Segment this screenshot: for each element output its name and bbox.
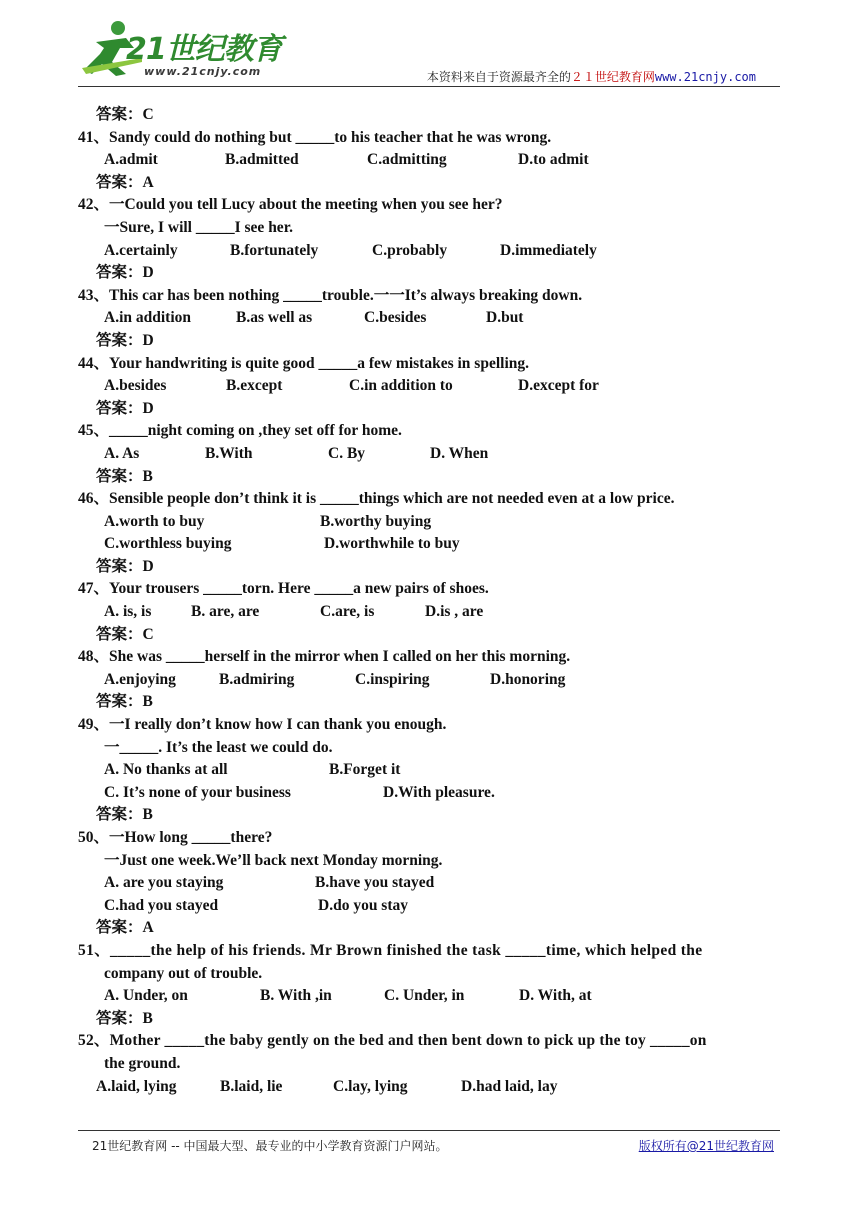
option-b: B. With ,in	[260, 987, 332, 1005]
site-logo	[82, 18, 282, 88]
option-b: B.admitted	[225, 151, 299, 169]
header-note	[427, 68, 756, 85]
question-48-options	[78, 669, 783, 692]
option-c: C.inspiring	[355, 670, 430, 688]
option-d: D.is , are	[425, 603, 484, 621]
answer-48: 答案：B	[96, 693, 153, 711]
option-d: D.but	[486, 309, 524, 327]
option-b: B. are, are	[191, 603, 260, 621]
option-a: A.enjoying	[104, 670, 176, 688]
option-b: B.as well as	[236, 309, 313, 327]
option-c: C.worthless buying	[104, 535, 232, 553]
question-48-stem: 48、She was _____herself in the mirror when I called on her this morning.	[78, 648, 571, 666]
answer-50: 答案：A	[96, 919, 154, 937]
option-b: B.admiring	[219, 670, 295, 688]
answer-46: 答案：D	[96, 557, 154, 575]
answer-49: 答案：B	[96, 806, 153, 824]
option-b: B.except	[226, 377, 283, 395]
option-a: A.laid, lying	[96, 1077, 177, 1095]
option-c: C.lay, lying	[333, 1077, 408, 1095]
option-d: D. With, at	[519, 987, 592, 1005]
option-d: D. When	[430, 444, 489, 462]
answer-41: 答案：A	[96, 173, 154, 191]
question-46-options-row2	[78, 533, 783, 556]
option-d: D.to admit	[518, 151, 589, 169]
option-a: A. No thanks at all	[104, 761, 228, 779]
option-c: C.are, is	[320, 603, 375, 621]
option-a: A. As	[104, 444, 140, 462]
option-c: C.probably	[372, 241, 448, 259]
option-d: D.do you stay	[318, 896, 409, 914]
question-50-options-row1	[78, 872, 783, 895]
question-50-reply: 一Just one week.We’ll back next Monday morning.	[104, 851, 443, 869]
question-43-stem: 43、This car has been nothing _____trouble.一一It’s always breaking down.	[78, 286, 583, 304]
question-45-options	[78, 443, 783, 466]
question-47-stem: 47、Your trousers _____torn. Here _____a new pairs of shoes.	[78, 580, 489, 598]
answer-45: 答案：B	[96, 467, 153, 485]
question-list	[78, 104, 783, 1098]
option-a: A.certainly	[104, 241, 178, 259]
question-52-stem-cont: the ground.	[104, 1054, 181, 1072]
answer-44: 答案：D	[96, 399, 154, 417]
page-header	[0, 0, 860, 100]
question-51-stem-cont: company out of trouble.	[104, 964, 263, 982]
option-b: B.Forget it	[329, 761, 401, 779]
footer-note: 21世纪教育网 -- 中国最大型、最专业的中小学教育资源门户网站。	[92, 1139, 448, 1153]
question-42-stem: 42、一Could you tell Lucy about the meeting when you see her?	[78, 196, 503, 214]
question-42-reply: 一Sure, I will _____I see her.	[104, 218, 294, 236]
header-note-prefix: 本资料来自于资源最齐全的	[426, 70, 571, 84]
question-46-stem: 46、Sensible people don’t think it is _____things which are not needed even at a low price.	[78, 490, 675, 508]
option-a: A.worth to buy	[104, 512, 205, 530]
footer-copyright-link[interactable]: 版权所有@21世纪教育网	[638, 1139, 774, 1153]
question-49-options-row1	[78, 759, 783, 782]
option-c: C.admitting	[367, 151, 447, 169]
question-41-stem: 41、Sandy could do nothing but _____to his teacher that he was wrong.	[78, 128, 552, 146]
option-a: A.in addition	[104, 309, 192, 327]
option-d: D.except for	[518, 377, 599, 395]
option-c: C. By	[328, 444, 366, 462]
question-51-options	[78, 985, 783, 1008]
question-51-stem: 51、_____the help of his friends. Mr Brown finished the task _____time, which helped the	[78, 941, 703, 959]
question-50-stem: 50、一How long _____there?	[78, 829, 273, 846]
option-b: B.laid, lie	[220, 1077, 283, 1095]
question-49-options-row2	[78, 782, 783, 805]
footer-divider	[78, 1130, 780, 1131]
option-a: A. are you staying	[104, 874, 224, 892]
option-c: C.had you stayed	[104, 896, 219, 914]
question-49-stem: 49、一I really don’t know how I can thank you enough.	[78, 716, 447, 734]
question-41-options	[78, 149, 783, 172]
option-a: A. Under, on	[104, 987, 188, 1005]
question-44-stem: 44、Your handwriting is quite good _____a few mistakes in spelling.	[78, 354, 529, 372]
question-43-options	[78, 307, 783, 330]
question-52-options	[78, 1076, 783, 1099]
option-a: A. is, is	[104, 603, 152, 621]
option-d: D.honoring	[490, 670, 566, 688]
option-b: B.worthy buying	[320, 512, 432, 530]
answer-51: 答案：B	[96, 1009, 153, 1027]
question-42-options	[78, 240, 783, 263]
option-c: C.besides	[364, 309, 427, 327]
option-b: B.fortunately	[230, 241, 319, 259]
header-note-site: ２１世纪教育网	[570, 70, 655, 84]
option-d: D.worthwhile to buy	[324, 535, 460, 553]
question-49-reply: 一_____. It’s the least we could do.	[104, 738, 333, 756]
question-52-stem: 52、Mother _____the baby gently on the bed and then bent down to pick up the toy _____on	[78, 1032, 707, 1050]
option-d: D.immediately	[500, 241, 597, 259]
answer-42: 答案：D	[96, 264, 154, 282]
option-c: C.in addition to	[349, 377, 453, 395]
option-a: A.admit	[104, 151, 158, 169]
question-47-options	[78, 601, 783, 624]
option-c: C. Under, in	[384, 987, 465, 1005]
option-d: D.had laid, lay	[461, 1077, 558, 1095]
question-44-options	[78, 375, 783, 398]
option-b: B.With	[205, 444, 253, 462]
answer-43: 答案：D	[96, 331, 154, 349]
option-d: D.With pleasure.	[383, 783, 495, 801]
logo-text: 21世纪教育	[126, 32, 282, 67]
logo-url: www.21cnjy.com	[144, 65, 262, 78]
option-c: C. It’s none of your business	[104, 783, 291, 801]
option-a: A.besides	[104, 377, 167, 395]
option-b: B.have you stayed	[315, 874, 435, 892]
question-50-options-row2	[78, 895, 783, 918]
question-45-stem: 45、_____night coming on ,they set off for home.	[78, 422, 402, 440]
header-note-url[interactable]: www.21cnjy.com	[654, 70, 756, 84]
answer-40: 答案：C	[96, 106, 154, 123]
header-divider	[78, 86, 780, 87]
question-46-options-row1	[78, 511, 783, 534]
answer-47: 答案：C	[96, 625, 154, 643]
